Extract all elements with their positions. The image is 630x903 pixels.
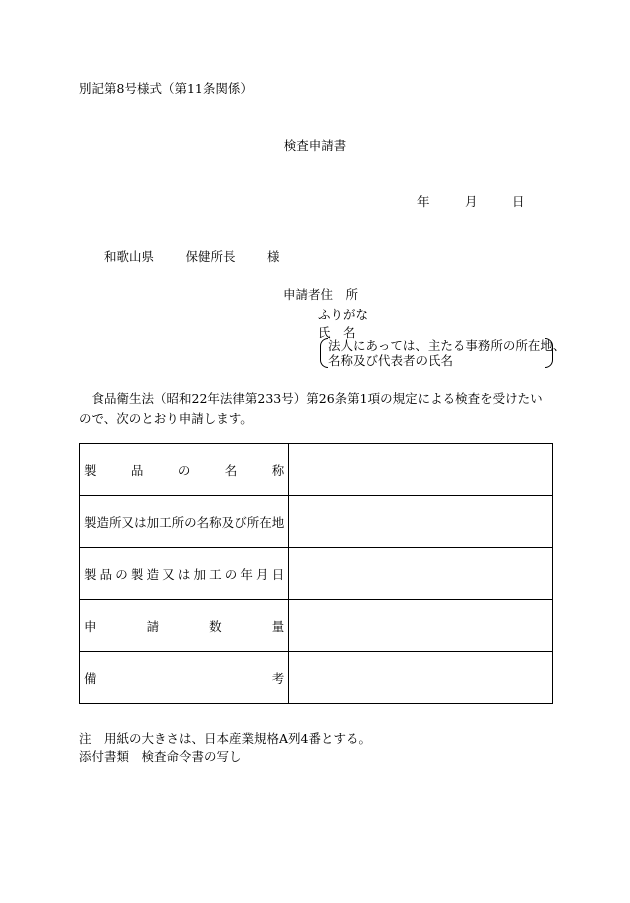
row-label-cell <box>80 652 289 704</box>
row-label: 申 請 数 量 <box>84 618 285 634</box>
form-number: 別記第8号様式（第11条関係） <box>79 81 253 96</box>
corporate-note <box>320 338 566 368</box>
applicant-label: 申請者 <box>283 287 321 302</box>
row-label: 製 造 所 又 は 加 工 所 の 名 称 及 び 所 在 地 <box>84 514 285 530</box>
row-label: 製 品 の 名 称 <box>84 462 285 478</box>
row-label-cell <box>80 444 289 496</box>
row-value-cell[interactable] <box>289 496 553 548</box>
document-title: 検査申請書 <box>283 138 347 153</box>
attachments-note: 添付書類 検査命令書の写し <box>79 749 242 764</box>
right-bracket <box>545 338 553 368</box>
date-day-label: 日 <box>512 194 525 209</box>
recipient-office: 保健所長 <box>185 249 236 264</box>
row-value-cell[interactable] <box>289 652 553 704</box>
address-label: 住 所 <box>320 287 359 302</box>
row-label: 製 品 の 製 造 又 は 加 工 の 年 月 日 <box>84 566 285 582</box>
recipient-line <box>104 247 280 265</box>
left-bracket <box>320 338 328 368</box>
row-label-cell <box>80 496 289 548</box>
table-row <box>80 600 553 652</box>
table-row <box>80 444 553 496</box>
recipient-honorific: 様 <box>267 249 280 264</box>
row-label: 備 考 <box>84 670 285 686</box>
corporate-note-line-1: 法人にあっては、主たる事務所の所在地、 <box>328 338 566 353</box>
row-label-cell <box>80 548 289 600</box>
application-statement: 食品衛生法（昭和22年法律第233号）第26条第1項の規定による検査を受けたいので、次のとおり申請します。 <box>79 391 543 426</box>
paper-size-note: 注 用紙の大きさは、日本産業規格A列4番とする。 <box>79 731 371 746</box>
applicant-address-row <box>283 285 358 303</box>
table-row <box>80 548 553 600</box>
table-row <box>80 496 553 548</box>
date-year-label: 年 <box>417 194 430 209</box>
application-details-table <box>79 443 553 704</box>
corporate-note-line-2: 名称及び代表者の氏名 <box>328 353 454 368</box>
row-value-cell[interactable] <box>289 600 553 652</box>
row-value-cell[interactable] <box>289 444 553 496</box>
date-month-label: 月 <box>465 194 478 209</box>
furigana-label: ふりがな <box>318 307 369 322</box>
recipient-prefecture: 和歌山県 <box>104 249 155 264</box>
row-value-cell[interactable] <box>289 548 553 600</box>
row-label-cell <box>80 600 289 652</box>
table-row <box>80 652 553 704</box>
name-label: 氏 名 <box>318 325 356 340</box>
